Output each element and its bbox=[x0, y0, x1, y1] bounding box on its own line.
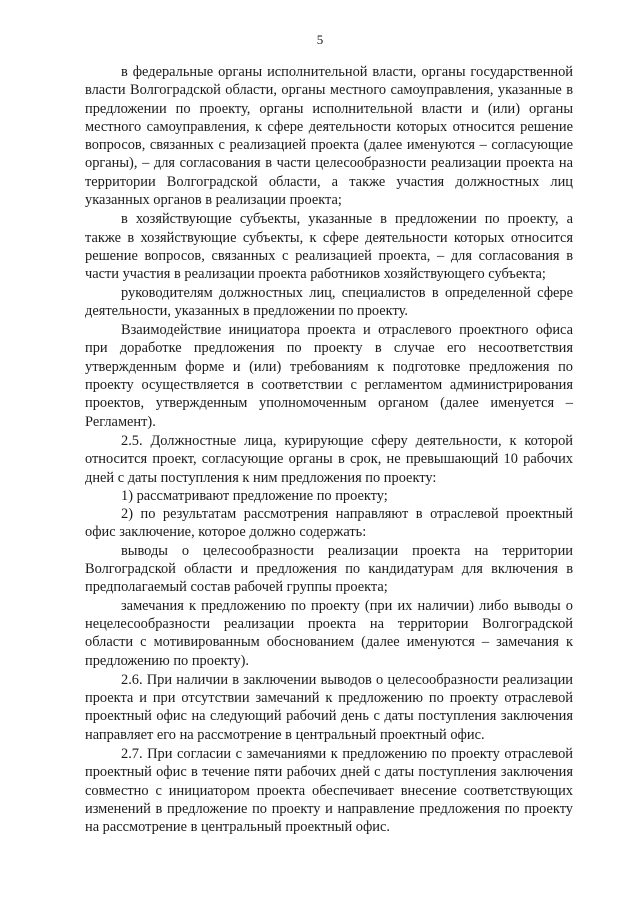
paragraph-officials-heads: руководителям должностных лиц, специалистов в определенной сфере деятельности, указанных в предложении по проекту. bbox=[85, 284, 573, 319]
paragraph-2-5-item-1: 1) рассматривают предложение по проекту; bbox=[121, 487, 388, 504]
paragraph-conclusions: выводы о целесообразности реализации проекта на территории Волгоградской области и предложения по кандидатурам для включения в предполагаемый состав рабочей группы проекта; bbox=[85, 542, 573, 596]
page-number: 5 bbox=[316, 32, 324, 47]
paragraph-economic-entities: в хозяйствующие субъекты, указанные в предложении по проекту, а также в хозяйствующие субъекты, к сфере деятельности которых относится решение вопросов, связанных с реализацией проекта, – для согласования в части участия в реализации проекта работников хозяйствующего субъекта; bbox=[85, 211, 573, 283]
paragraph-2-6: 2.6. При наличии в заключении выводов о целесообразности реализации проекта и при отсутствии замечаний к предложению по проекту отраслевой проектный офис на следующий рабочий день с даты поступления заключения направляет его на рассмотрение в центральный проектный офис. bbox=[85, 671, 573, 743]
paragraph-federal-bodies: в федеральные органы исполнительной власти, органы государственной власти Волгоградской области, органы местного самоуправления, указанные в предложении по проекту, органы исполнительной власти и (или) органы местного самоуправления, к сфере деятельности которых относится решение вопросов, связанных с реализацией проекта (далее именуются – согласующие органы), – для согласования в части целесообразности реализации проекта на территории Волгоградской области, а также участия должностных лиц указанных органов в реализации проекта; bbox=[85, 64, 573, 209]
paragraph-remarks: замечания к предложению по проекту (при их наличии) либо выводы о нецелесообразности реализации проекта на территории Волгоградской области с мотивированным обоснованием (далее именуются – замечания к предложению по проекту). bbox=[85, 597, 573, 669]
paragraph-2-5: 2.5. Должностные лица, курирующие сферу деятельности, к которой относится проект, согласующие органы в срок, не превышающий 10 рабочих дней с даты поступления к ним предложения по проекту: bbox=[85, 432, 573, 486]
document-body bbox=[85, 63, 573, 836]
paragraph-2-7: 2.7. При согласии с замечаниями к предложению по проекту отраслевой проектный офис в течение пяти рабочих дней с даты поступления заключения совместно с инициатором проекта обеспечивает внесение соответствующих изменений в предложение по проекту и направление предложения по проекту на рассмотрение в центральный проектный офис. bbox=[85, 745, 573, 836]
paragraph-interaction: Взаимодействие инициатора проекта и отраслевого проектного офиса при доработке предложения по проекту в случае его несоответствия утвержденным форме и (или) требованиям к подготовке предложения по проекту осуществляется в соответствии с регламентом администрирования проектов, утвержденным уполномоченным органом (далее именуется – Регламент). bbox=[85, 322, 573, 430]
paragraph-2-5-item-2: 2) по результатам рассмотрения направляют в отраслевой проектный офис заключение, которое должно содержать: bbox=[85, 506, 573, 541]
